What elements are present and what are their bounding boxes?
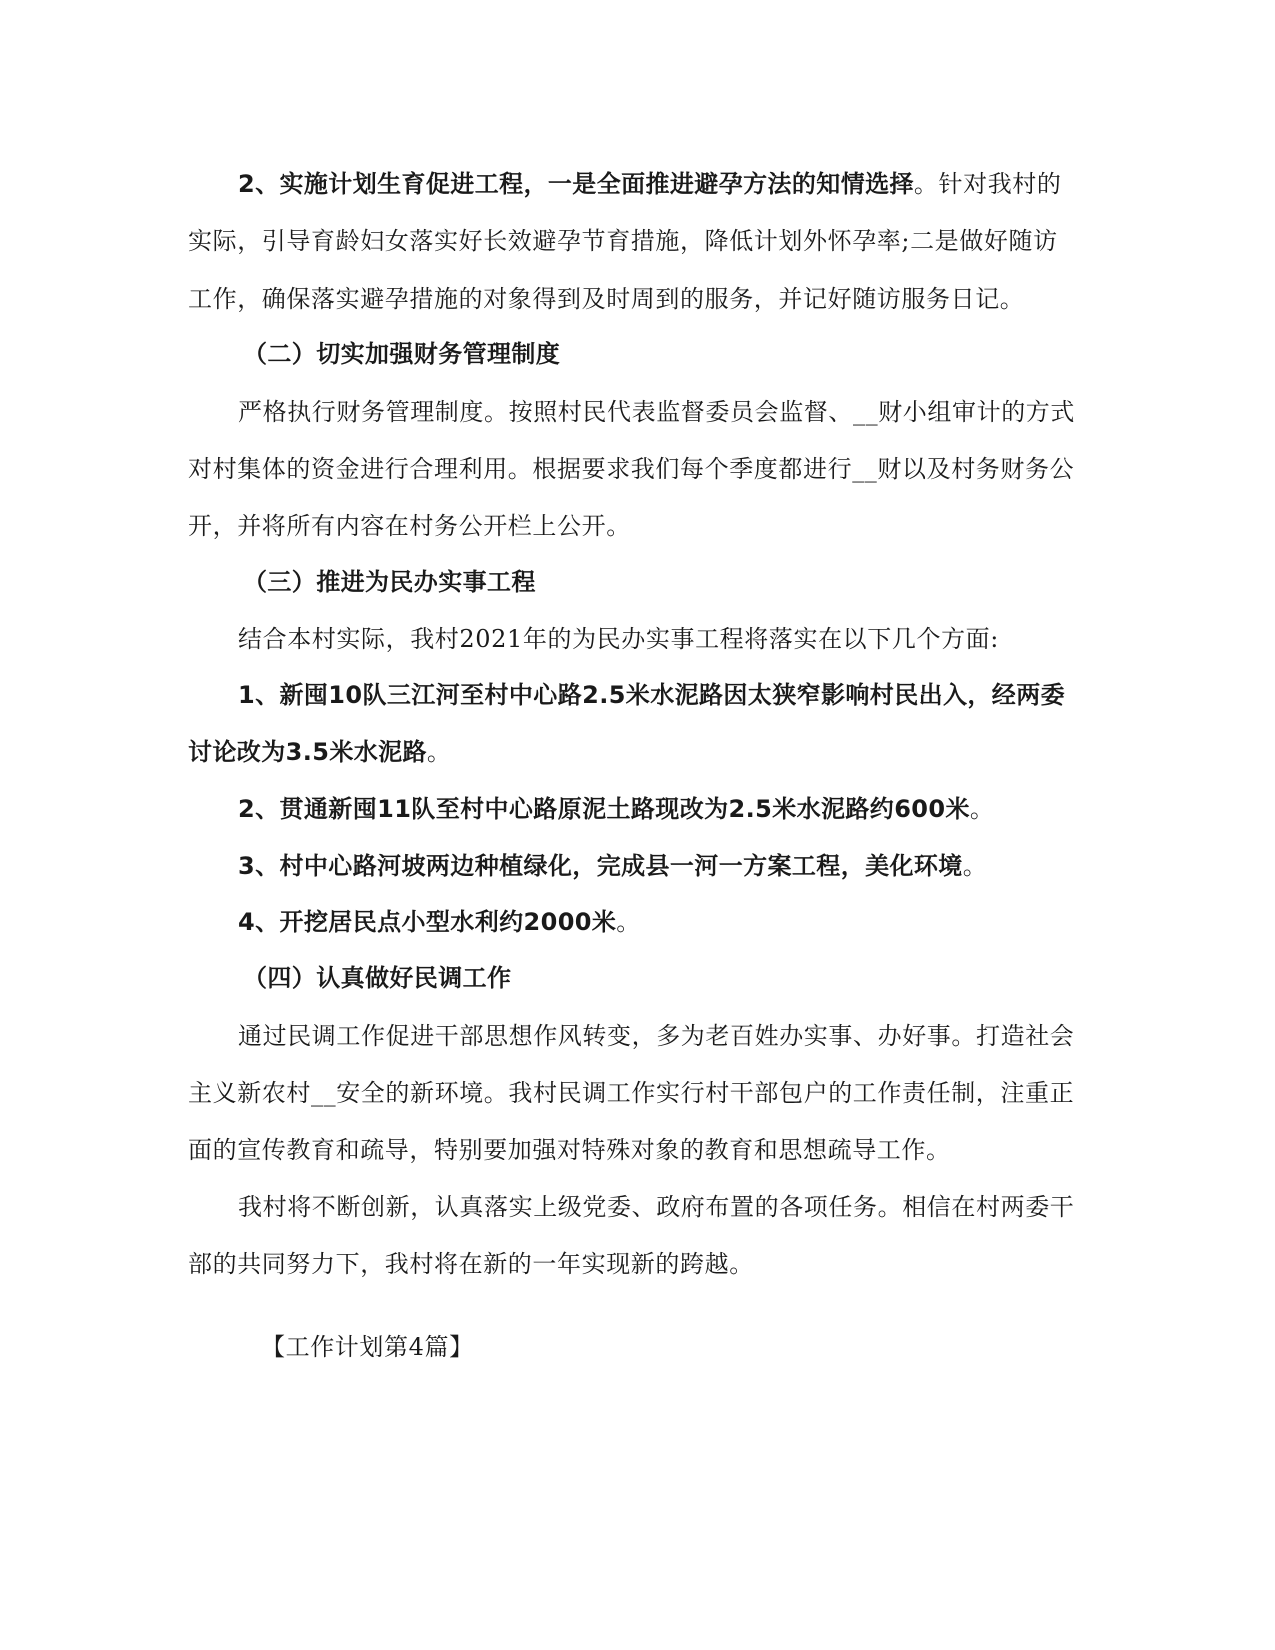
paragraph-line-1: [238, 168, 1062, 200]
list-item-2: [238, 793, 995, 825]
paragraph-line-18: 面的宣传教育和疏导，特别要加强对特殊对象的教育和思想疏导工作。: [188, 1136, 951, 1164]
list-item-3: [238, 850, 987, 882]
emphasis-text: 讨论改为3.5米水泥路: [188, 738, 427, 766]
paragraph-line-2: 实际，引导育龄妇女落实好长效避孕节育措施，降低计划外怀孕率;二是做好随访: [188, 227, 1058, 255]
list-item-4: [238, 906, 641, 938]
paragraph-line-3: 工作，确保落实避孕措施的对象得到及时周到的服务，并记好随访服务日记。: [188, 285, 1025, 313]
list-item-1-line-1: 1、新囤10队三江河至村中心路2.5米水泥路因太狭窄影响村民出入，经两委: [238, 681, 1066, 709]
section-heading-3: （三）推进为民办实事工程: [243, 568, 536, 596]
paragraph-line-7: 开，并将所有内容在村务公开栏上公开。: [188, 512, 631, 540]
paragraph-line-16: 通过民调工作促进干部思想作风转变，多为老百姓办实事、办好事。打造社会: [238, 1022, 1075, 1050]
article-title: 【工作计划第4篇】: [261, 1333, 474, 1361]
section-heading-2: （二）切实加强财务管理制度: [243, 340, 561, 368]
plain-text: 。: [426, 738, 452, 766]
paragraph-line-6: 对村集体的资金进行合理利用。根据要求我们每个季度都进行__财以及村务财务公: [188, 455, 1075, 483]
paragraph-line-5: 严格执行财务管理制度。按照村民代表监督委员会监督、__财小组审计的方式: [238, 398, 1075, 426]
emphasis-text: 2、贯通新囤11队至村中心路原泥土路现改为2.5米水泥路约600米: [238, 795, 970, 823]
emphasis-text: 3、村中心路河坡两边种植绿化，完成县一河一方案工程，美化环境: [238, 852, 963, 880]
paragraph-line-9: 结合本村实际，我村2021年的为民办实事工程将落实在以下几个方面:: [238, 625, 999, 653]
paragraph-line-20: 部的共同努力下，我村将在新的一年实现新的跨越。: [188, 1250, 754, 1278]
list-item-1-line-2: [188, 736, 452, 768]
plain-text: 。: [969, 795, 995, 823]
paragraph-line-19: 我村将不断创新，认真落实上级党委、政府布置的各项任务。相信在村两委干: [238, 1193, 1075, 1221]
plain-text: 。: [962, 852, 988, 880]
paragraph-line-17: 主义新农村__安全的新环境。我村民调工作实行村干部包户的工作责任制，注重正: [188, 1079, 1075, 1107]
plain-text: 。针对我村的: [913, 170, 1062, 198]
plain-text: 。: [616, 908, 641, 936]
emphasis-text: 2、实施计划生育促进工程，一是全面推进避孕方法的知情选择: [238, 170, 914, 198]
emphasis-text: 4、开挖居民点小型水利约2000米: [238, 908, 617, 936]
section-heading-4: （四）认真做好民调工作: [243, 964, 512, 992]
